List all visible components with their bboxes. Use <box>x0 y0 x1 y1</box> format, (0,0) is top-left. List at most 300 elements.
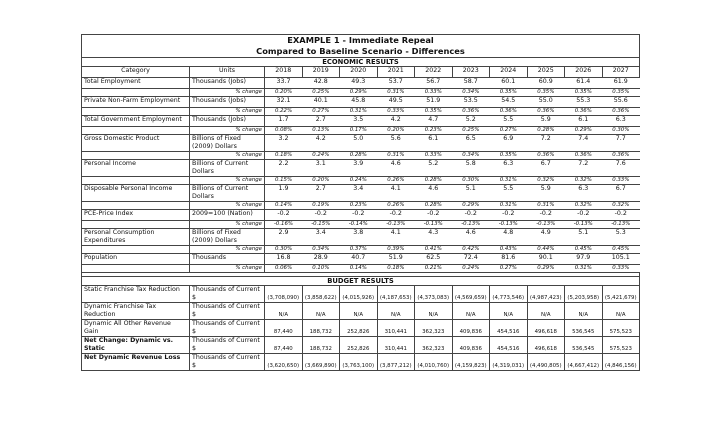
cell-percent: 0.29% <box>452 202 490 210</box>
cell-value: -0.2 <box>340 210 378 221</box>
cell-value: 6.7 <box>602 185 640 202</box>
report-subtitle: Compared to Baseline Scenario - Differences <box>82 46 640 58</box>
row-units: Thousands of Current $ <box>190 337 265 354</box>
cell-value: 496,618 <box>527 337 565 354</box>
cell-value: 105.1 <box>602 254 640 265</box>
cell-value: 4.1 <box>377 229 415 246</box>
column-header-year: 2018 <box>265 67 303 78</box>
row-category: Private Non-Farm Employment <box>82 97 190 108</box>
percent-change-row <box>82 246 640 254</box>
cell-percent: 0.27% <box>490 127 528 135</box>
cell-percent: 0.14% <box>265 202 303 210</box>
cell-percent: 0.18% <box>265 152 303 160</box>
cell-value: 252,826 <box>340 320 378 337</box>
row-category: Static Franchise Tax Reduction <box>82 286 190 303</box>
cell-percent: 0.36% <box>490 108 528 116</box>
cell-value: 454,516 <box>490 320 528 337</box>
economic-row <box>82 229 640 246</box>
cell-percent: 0.32% <box>565 177 603 185</box>
column-header-year: 2019 <box>302 67 340 78</box>
cell-percent: -0.13% <box>490 221 528 229</box>
cell-percent: 0.37% <box>340 246 378 254</box>
cell-value: 575,523 <box>602 337 640 354</box>
cell-value: N/A <box>490 303 528 320</box>
cell-value: (4,490,805) <box>527 354 565 371</box>
cell-percent: 0.06% <box>265 265 303 273</box>
cell-value: 7.4 <box>565 135 603 152</box>
cell-percent: 0.36% <box>565 152 603 160</box>
cell-value: 6.7 <box>527 160 565 177</box>
cell-value: 5.9 <box>527 185 565 202</box>
cell-percent: -0.13% <box>602 221 640 229</box>
cell-value: 51.9 <box>377 254 415 265</box>
cell-percent: 0.35% <box>415 108 453 116</box>
cell-value: 55.3 <box>565 97 603 108</box>
budget-row <box>82 337 640 354</box>
cell-percent: 0.42% <box>452 246 490 254</box>
cell-value: 536,545 <box>565 320 603 337</box>
percent-change-label: % change <box>190 246 265 254</box>
cell-percent: 0.30% <box>602 127 640 135</box>
cell-percent: 0.36% <box>452 108 490 116</box>
cell-percent: 0.22% <box>265 108 303 116</box>
cell-value: 55.0 <box>527 97 565 108</box>
cell-percent: 0.39% <box>377 246 415 254</box>
row-category: Personal Consumption Expenditures <box>82 229 190 246</box>
cell-percent: 0.28% <box>415 202 453 210</box>
empty-cell <box>82 127 190 135</box>
cell-percent: 0.13% <box>302 127 340 135</box>
cell-value: 4.3 <box>415 229 453 246</box>
cell-percent: 0.33% <box>377 108 415 116</box>
empty-cell <box>82 177 190 185</box>
economic-row <box>82 116 640 127</box>
economic-row <box>82 210 640 221</box>
cell-value: 3.4 <box>302 229 340 246</box>
cell-value: 81.6 <box>490 254 528 265</box>
cell-percent: -0.13% <box>527 221 565 229</box>
cell-value: 72.4 <box>452 254 490 265</box>
cell-percent: 0.30% <box>265 246 303 254</box>
cell-percent: 0.35% <box>490 152 528 160</box>
cell-value: (4,015,926) <box>340 286 378 303</box>
cell-value: 5.5 <box>490 185 528 202</box>
cell-value: 454,516 <box>490 337 528 354</box>
cell-percent: 0.25% <box>302 89 340 97</box>
row-units: Thousands <box>190 254 265 265</box>
row-category: Disposable Personal Income <box>82 185 190 202</box>
cell-percent: 0.35% <box>490 89 528 97</box>
cell-value: 54.5 <box>490 97 528 108</box>
cell-percent: 0.43% <box>490 246 528 254</box>
cell-percent: 0.27% <box>490 265 528 273</box>
cell-value: 4.2 <box>302 135 340 152</box>
column-header-year: 2024 <box>490 67 528 78</box>
cell-percent: 0.29% <box>527 265 565 273</box>
economic-row <box>82 97 640 108</box>
cell-value: 5.2 <box>415 160 453 177</box>
percent-change-label: % change <box>190 152 265 160</box>
cell-value: 55.6 <box>602 97 640 108</box>
cell-percent: 0.31% <box>565 265 603 273</box>
percent-change-label: % change <box>190 202 265 210</box>
row-units: Billions of Current Dollars <box>190 185 265 202</box>
cell-value: 5.1 <box>565 229 603 246</box>
cell-value: 362,323 <box>415 337 453 354</box>
cell-percent: 0.33% <box>602 265 640 273</box>
cell-value: 56.7 <box>415 78 453 89</box>
cell-percent: 0.28% <box>340 152 378 160</box>
cell-value: 45.8 <box>340 97 378 108</box>
cell-value: 53.5 <box>452 97 490 108</box>
cell-value: 6.1 <box>415 135 453 152</box>
cell-value: 40.1 <box>302 97 340 108</box>
cell-percent: 0.24% <box>452 265 490 273</box>
cell-value: 3.1 <box>302 160 340 177</box>
cell-value: (3,877,212) <box>377 354 415 371</box>
cell-value: 7.2 <box>527 135 565 152</box>
cell-value: 60.9 <box>527 78 565 89</box>
cell-percent: 0.15% <box>265 177 303 185</box>
cell-percent: -0.14% <box>340 221 378 229</box>
economic-results-header: ECONOMIC RESULTS <box>82 58 640 67</box>
row-category: Net Change: Dynamic vs. Static <box>82 337 190 354</box>
cell-value: 4.8 <box>490 229 528 246</box>
cell-value: (3,708,090) <box>265 286 303 303</box>
cell-value: 4.1 <box>377 185 415 202</box>
budget-row <box>82 354 640 371</box>
percent-change-label: % change <box>190 177 265 185</box>
cell-percent: 0.31% <box>340 108 378 116</box>
cell-value: 7.2 <box>565 160 603 177</box>
cell-value: N/A <box>302 303 340 320</box>
cell-value: 3.2 <box>265 135 303 152</box>
cell-percent: 0.26% <box>377 177 415 185</box>
cell-value: (4,667,412) <box>565 354 603 371</box>
cell-value: 1.9 <box>265 185 303 202</box>
cell-value: (4,569,659) <box>452 286 490 303</box>
empty-cell <box>82 265 190 273</box>
row-units: 2009=100 (Nation) <box>190 210 265 221</box>
cell-value: 51.9 <box>415 97 453 108</box>
cell-percent: -0.16% <box>265 221 303 229</box>
report-table <box>81 34 640 371</box>
cell-value: 3.9 <box>340 160 378 177</box>
cell-value: 7.7 <box>602 135 640 152</box>
cell-value: N/A <box>265 303 303 320</box>
cell-percent: -0.13% <box>415 221 453 229</box>
cell-percent: -0.13% <box>565 221 603 229</box>
cell-percent: 0.33% <box>415 152 453 160</box>
economic-row <box>82 160 640 177</box>
cell-value: 5.8 <box>452 160 490 177</box>
cell-value: 7.6 <box>602 160 640 177</box>
cell-value: 310,441 <box>377 337 415 354</box>
cell-percent: 0.08% <box>265 127 303 135</box>
economic-row <box>82 254 640 265</box>
cell-percent: 0.44% <box>527 246 565 254</box>
cell-percent: 0.17% <box>340 127 378 135</box>
cell-percent: 0.21% <box>415 265 453 273</box>
row-units: Thousands (Jobs) <box>190 97 265 108</box>
cell-percent: 0.31% <box>490 177 528 185</box>
cell-percent: 0.31% <box>377 89 415 97</box>
row-units: Billions of Fixed (2009) Dollars <box>190 229 265 246</box>
row-units: Thousands of Current $ <box>190 320 265 337</box>
cell-percent: 0.28% <box>415 177 453 185</box>
cell-value: 188,732 <box>302 320 340 337</box>
percent-change-row <box>82 108 640 116</box>
cell-value: 2.7 <box>302 116 340 127</box>
column-header-year: 2023 <box>452 67 490 78</box>
column-header-year: 2025 <box>527 67 565 78</box>
cell-value: 61.9 <box>602 78 640 89</box>
column-header-units: Units <box>190 67 265 78</box>
cell-percent: 0.10% <box>302 265 340 273</box>
column-header-category: Category <box>82 67 190 78</box>
cell-percent: 0.33% <box>602 177 640 185</box>
cell-value: (4,373,083) <box>415 286 453 303</box>
cell-value: N/A <box>377 303 415 320</box>
report-title: EXAMPLE 1 - Immediate Repeal <box>82 35 640 47</box>
cell-value: (4,773,546) <box>490 286 528 303</box>
cell-percent: 0.32% <box>527 177 565 185</box>
column-header-year: 2020 <box>340 67 378 78</box>
economic-row <box>82 78 640 89</box>
empty-cell <box>82 246 190 254</box>
cell-value: 90.1 <box>527 254 565 265</box>
cell-value: 33.7 <box>265 78 303 89</box>
percent-change-label: % change <box>190 89 265 97</box>
cell-value: (3,858,622) <box>302 286 340 303</box>
cell-value: 5.1 <box>452 185 490 202</box>
cell-value: 3.8 <box>340 229 378 246</box>
percent-change-label: % change <box>190 221 265 229</box>
cell-value: -0.2 <box>490 210 528 221</box>
cell-percent: 0.33% <box>415 89 453 97</box>
cell-value: (3,763,100) <box>340 354 378 371</box>
percent-change-row <box>82 221 640 229</box>
cell-value: 61.4 <box>565 78 603 89</box>
cell-percent: 0.35% <box>602 89 640 97</box>
row-category: Dynamic Franchise Tax Reduction <box>82 303 190 320</box>
row-units: Thousands (Jobs) <box>190 116 265 127</box>
cell-percent: 0.34% <box>302 246 340 254</box>
cell-value: N/A <box>452 303 490 320</box>
report-table-container <box>81 34 640 371</box>
cell-value: 1.7 <box>265 116 303 127</box>
cell-percent: 0.20% <box>265 89 303 97</box>
cell-value: (5,421,679) <box>602 286 640 303</box>
cell-value: 536,545 <box>565 337 603 354</box>
cell-value: 6.1 <box>565 116 603 127</box>
cell-value: -0.2 <box>415 210 453 221</box>
cell-percent: 0.20% <box>302 177 340 185</box>
cell-percent: 0.25% <box>452 127 490 135</box>
cell-value: 4.7 <box>415 116 453 127</box>
column-header-year: 2027 <box>602 67 640 78</box>
empty-cell <box>82 202 190 210</box>
percent-change-row <box>82 127 640 135</box>
cell-percent: 0.36% <box>527 108 565 116</box>
cell-value: -0.2 <box>602 210 640 221</box>
cell-value: 310,441 <box>377 320 415 337</box>
cell-value: 87,440 <box>265 337 303 354</box>
cell-percent: 0.35% <box>565 89 603 97</box>
cell-value: (3,620,650) <box>265 354 303 371</box>
economic-row <box>82 135 640 152</box>
cell-percent: 0.41% <box>415 246 453 254</box>
cell-value: 28.9 <box>302 254 340 265</box>
cell-value: (4,319,031) <box>490 354 528 371</box>
cell-percent: 0.32% <box>602 202 640 210</box>
cell-value: N/A <box>602 303 640 320</box>
cell-percent: 0.19% <box>302 202 340 210</box>
cell-value: 4.6 <box>452 229 490 246</box>
cell-value: 16.8 <box>265 254 303 265</box>
cell-value: 32.1 <box>265 97 303 108</box>
cell-percent: 0.29% <box>340 89 378 97</box>
cell-percent: 0.36% <box>602 152 640 160</box>
cell-value: 6.9 <box>490 135 528 152</box>
cell-percent: 0.34% <box>452 152 490 160</box>
percent-change-label: % change <box>190 127 265 135</box>
cell-percent: 0.36% <box>602 108 640 116</box>
cell-value: 97.9 <box>565 254 603 265</box>
cell-value: -0.2 <box>265 210 303 221</box>
cell-value: 575,523 <box>602 320 640 337</box>
cell-value: (5,203,958) <box>565 286 603 303</box>
cell-value: 5.5 <box>490 116 528 127</box>
cell-value: 4.2 <box>377 116 415 127</box>
percent-change-row <box>82 89 640 97</box>
row-units: Thousands of Current $ <box>190 286 265 303</box>
row-category: Total Government Employment <box>82 116 190 127</box>
cell-percent: 0.27% <box>302 108 340 116</box>
cell-percent: 0.14% <box>340 265 378 273</box>
cell-value: 58.7 <box>452 78 490 89</box>
cell-value: 62.5 <box>415 254 453 265</box>
percent-change-row <box>82 265 640 273</box>
empty-cell <box>82 108 190 116</box>
row-category: PCE-Price Index <box>82 210 190 221</box>
empty-cell <box>82 221 190 229</box>
cell-percent: 0.24% <box>340 177 378 185</box>
column-header-year: 2026 <box>565 67 603 78</box>
cell-value: 3.4 <box>340 185 378 202</box>
cell-percent: 0.20% <box>377 127 415 135</box>
cell-percent: -0.13% <box>377 221 415 229</box>
cell-value: 5.3 <box>602 229 640 246</box>
cell-value: 6.3 <box>490 160 528 177</box>
cell-value: 3.5 <box>340 116 378 127</box>
cell-value: (4,159,823) <box>452 354 490 371</box>
cell-percent: 0.29% <box>565 127 603 135</box>
cell-value: 4.6 <box>415 185 453 202</box>
cell-value: 5.6 <box>377 135 415 152</box>
row-units: Billions of Fixed (2009) Dollars <box>190 135 265 152</box>
cell-percent: 0.18% <box>377 265 415 273</box>
row-units: Thousands of Current $ <box>190 354 265 371</box>
cell-value: 5.9 <box>527 116 565 127</box>
cell-value: 4.9 <box>527 229 565 246</box>
cell-percent: 0.28% <box>527 127 565 135</box>
cell-percent: 0.32% <box>565 202 603 210</box>
percent-change-label: % change <box>190 108 265 116</box>
row-category: Total Employment <box>82 78 190 89</box>
cell-value: 2.7 <box>302 185 340 202</box>
cell-percent: 0.35% <box>527 89 565 97</box>
cell-value: (3,669,890) <box>302 354 340 371</box>
row-units: Thousands (Jobs) <box>190 78 265 89</box>
cell-percent: 0.34% <box>452 89 490 97</box>
cell-value: 53.7 <box>377 78 415 89</box>
cell-value: 252,826 <box>340 337 378 354</box>
cell-value: 4.6 <box>377 160 415 177</box>
percent-change-label: % change <box>190 265 265 273</box>
cell-value: -0.2 <box>452 210 490 221</box>
cell-value: 362,323 <box>415 320 453 337</box>
budget-row <box>82 286 640 303</box>
empty-cell <box>82 152 190 160</box>
cell-value: (4,846,156) <box>602 354 640 371</box>
cell-value: N/A <box>340 303 378 320</box>
cell-percent: 0.45% <box>602 246 640 254</box>
cell-value: 6.3 <box>565 185 603 202</box>
row-category: Personal Income <box>82 160 190 177</box>
cell-value: 188,732 <box>302 337 340 354</box>
cell-value: 2.2 <box>265 160 303 177</box>
cell-value: -0.2 <box>527 210 565 221</box>
cell-value: 40.7 <box>340 254 378 265</box>
cell-value: -0.2 <box>302 210 340 221</box>
cell-value: 2.9 <box>265 229 303 246</box>
row-category: Dynamic All Other Revenue Gain <box>82 320 190 337</box>
cell-value: 409,836 <box>452 337 490 354</box>
percent-change-row <box>82 152 640 160</box>
empty-cell <box>82 89 190 97</box>
row-units: Billions of Current Dollars <box>190 160 265 177</box>
cell-percent: 0.36% <box>565 108 603 116</box>
cell-value: -0.2 <box>377 210 415 221</box>
budget-results-header: BUDGET RESULTS <box>82 277 640 286</box>
cell-value: N/A <box>415 303 453 320</box>
cell-percent: 0.31% <box>490 202 528 210</box>
cell-value: (4,010,760) <box>415 354 453 371</box>
cell-value: 409,836 <box>452 320 490 337</box>
cell-value: 49.3 <box>340 78 378 89</box>
column-header-year: 2021 <box>377 67 415 78</box>
cell-value: N/A <box>565 303 603 320</box>
percent-change-row <box>82 177 640 185</box>
budget-row <box>82 303 640 320</box>
cell-percent: 0.31% <box>527 202 565 210</box>
cell-percent: 0.26% <box>377 202 415 210</box>
row-category: Net Dynamic Revenue Loss <box>82 354 190 371</box>
cell-value: -0.2 <box>565 210 603 221</box>
cell-value: 496,618 <box>527 320 565 337</box>
cell-value: 49.5 <box>377 97 415 108</box>
cell-value: 5.0 <box>340 135 378 152</box>
cell-percent: 0.23% <box>415 127 453 135</box>
cell-value: N/A <box>527 303 565 320</box>
cell-percent: -0.13% <box>452 221 490 229</box>
budget-row <box>82 320 640 337</box>
column-header-year: 2022 <box>415 67 453 78</box>
cell-percent: 0.31% <box>377 152 415 160</box>
cell-value: 5.2 <box>452 116 490 127</box>
economic-row <box>82 185 640 202</box>
